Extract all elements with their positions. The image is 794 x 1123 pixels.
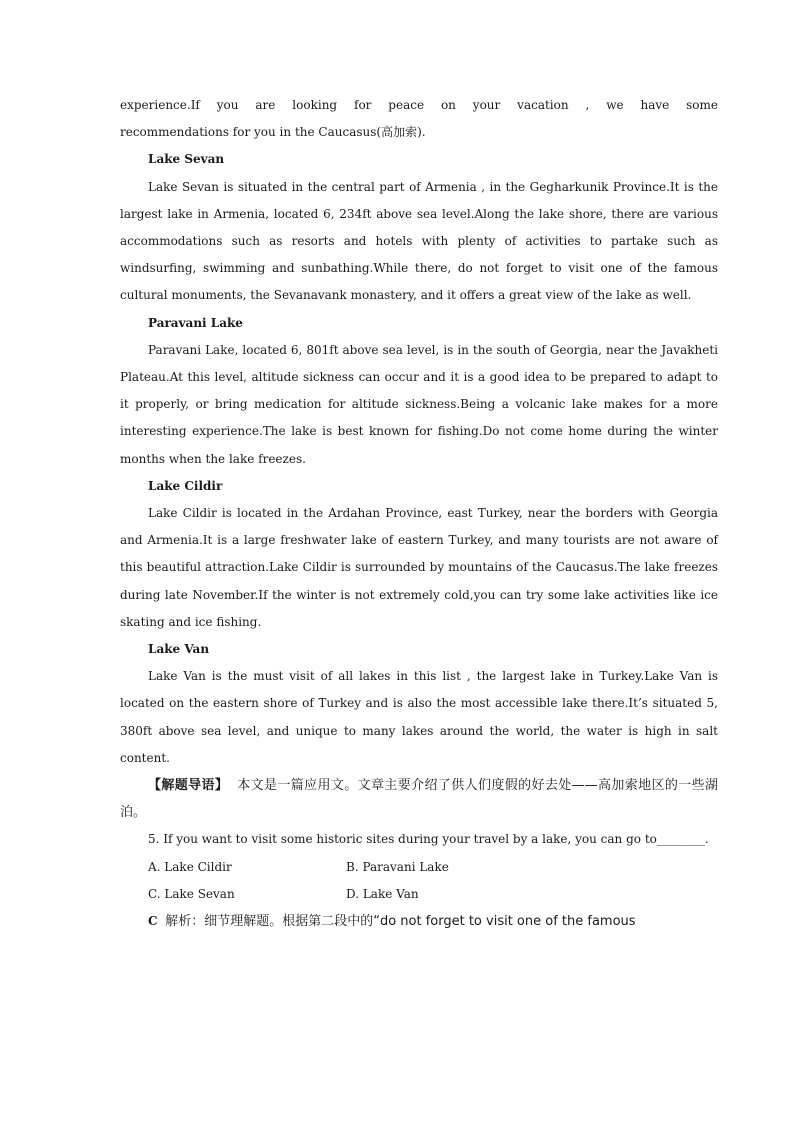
section-body-lake-cildir: Lake Cildir is located in the Ardahan Province, east Turkey, near the borders with Georgia and Armenia.It is a large freshwater lake of eastern Turkey, and many tourists are not aware of this beautiful attraction.Lake Cildir is surrounded by mountains of the Caucasus.The lake freezes during late November.If the winter is not extremely cold,you can try some lake activities like ice skating and ice fishing. <box>120 506 718 629</box>
section-heading-lake-cildir: Lake Cildir <box>148 478 223 493</box>
section-body-lake-van: Lake Van is the must visit of all lakes in this list , the largest lake in Turkey.Lake Van is located on the eastern shore of Turkey and is also the most accessible lake there.It’s situated 5, 380ft above sea level, and unique to many lakes around the world, the water is high in salt content. <box>120 669 718 765</box>
section-body-paravani-lake: Paravani Lake, located 6, 801ft above sea level, is in the south of Georgia, near the Javakheti Plateau.At this level, altitude sickness can occur and it is a good idea to be prepared to adapt to it properly, or bring medication for altitude sickness.Being a volcanic lake makes for a more interesting experience.The lake is best known for fishing.Do not come home during the winter months when the lake freezes. <box>120 342 718 466</box>
option-a: A. Lake Cildir <box>148 859 232 874</box>
option-d: D. Lake Van <box>346 886 419 901</box>
guide-paragraph <box>120 772 718 826</box>
answer-letter: C <box>148 914 158 929</box>
intro-line-2: recommendations for you in the Caucasus(高加索). <box>120 125 426 140</box>
document-content <box>120 92 718 935</box>
guide-text: 本文是一篇应用文。文章主要介绍了供人们度假的好去处——高加索地区的一些湖泊。 <box>120 778 718 821</box>
option-c: C. Lake Sevan <box>148 886 235 901</box>
section-heading-lake-sevan: Lake Sevan <box>148 152 225 167</box>
question-options <box>120 854 718 908</box>
question-stem: 5. If you want to visit some historic sites during your travel by a lake, you can go to________. <box>148 832 709 847</box>
option-b: B. Paravani Lake <box>346 859 449 874</box>
answer-line <box>120 908 718 935</box>
section-heading-lake-van: Lake Van <box>148 642 210 657</box>
section-heading-paravani-lake: Paravani Lake <box>148 315 243 330</box>
section-body-lake-sevan: Lake Sevan is situated in the central part of Armenia , in the Gegharkunik Province.It is the largest lake in Armenia, located 6, 234ft above sea level.Along the lake shore, there are various accommodations such as resorts and hotels with plenty of activities to partake such as windsurfing, swimming and sunbathing.While there, do not forget to visit one of the famous cultural monuments, the Sevanavank monastery, and it offers a great view of the lake as well. <box>120 179 718 303</box>
answer-text: 解析：细节理解题。根据第二段中的“do not forget to visit one of the famous <box>165 914 636 930</box>
intro-line-1: experience.If you are looking for peace on your vacation , we have some <box>120 98 718 112</box>
guide-tag: 【解题导语】 <box>148 778 229 794</box>
